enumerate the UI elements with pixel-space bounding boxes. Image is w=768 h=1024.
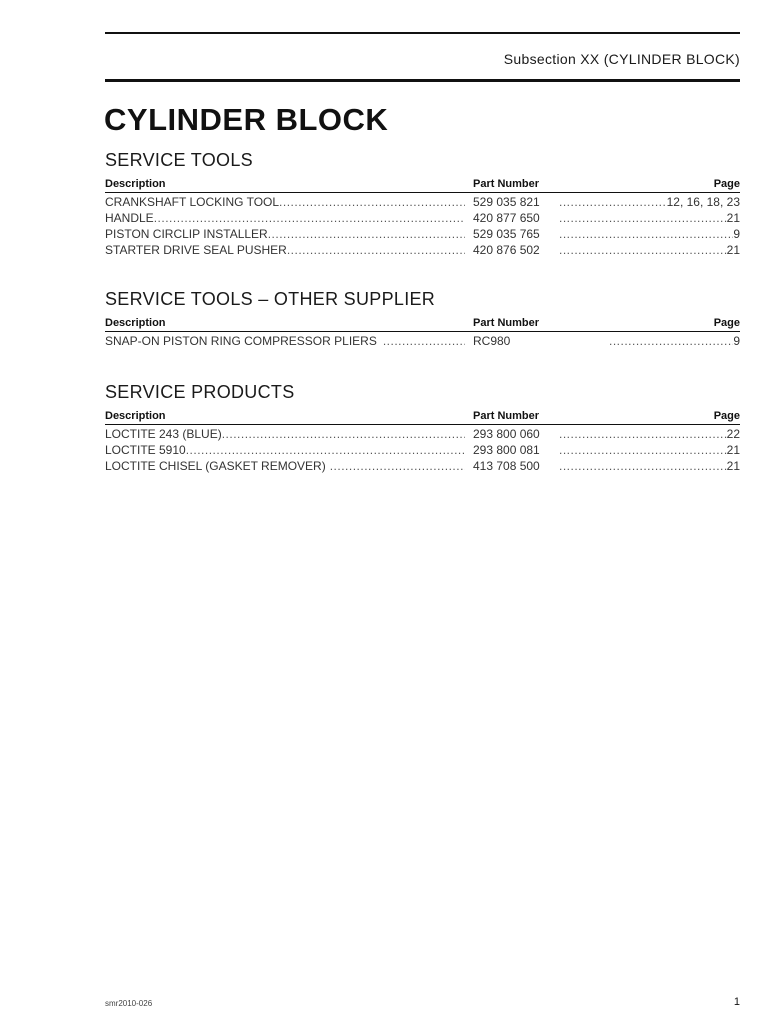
row-part-number: 420 876 502 xyxy=(473,243,540,257)
row-description: LOCTITE 5910 xyxy=(105,443,186,457)
table-row xyxy=(105,426,740,442)
table-header xyxy=(105,178,740,193)
column-header-part-number: Part Number xyxy=(473,178,540,190)
column-header-description: Description xyxy=(105,410,166,422)
dot-leader xyxy=(559,194,667,210)
row-part-number: 293 800 060 xyxy=(473,427,540,441)
row-part-number: 293 800 081 xyxy=(473,443,540,457)
table-header xyxy=(105,410,740,425)
dot-leader xyxy=(609,333,733,349)
row-page: 12, 16, 18, 23 xyxy=(666,195,740,209)
column-header-page: Page xyxy=(713,178,740,190)
table-body xyxy=(105,193,740,258)
row-page: 21 xyxy=(726,211,740,225)
row-part-number: 420 877 650 xyxy=(473,211,540,225)
dot-leader xyxy=(377,333,465,349)
table-row xyxy=(105,194,740,210)
column-header-description: Description xyxy=(105,178,166,190)
section-service-tools-other-supplier xyxy=(105,289,740,349)
table-row xyxy=(105,210,740,226)
dot-leader xyxy=(154,210,465,226)
table-body xyxy=(105,425,740,474)
row-part-number: 413 708 500 xyxy=(473,459,540,473)
section-heading: SERVICE TOOLS – OTHER SUPPLIER xyxy=(105,289,436,309)
dot-leader xyxy=(559,458,727,474)
footer-document-code: smr2010-026 xyxy=(105,999,153,1008)
row-description: CRANKSHAFT LOCKING TOOL xyxy=(105,195,280,209)
header-thick-rule xyxy=(105,79,740,82)
row-page: 9 xyxy=(733,334,740,348)
column-header-part-number: Part Number xyxy=(473,410,540,422)
section-heading: SERVICE PRODUCTS xyxy=(105,382,295,402)
table-row xyxy=(105,333,740,349)
table-row xyxy=(105,226,740,242)
row-part-number: RC980 xyxy=(473,334,511,348)
row-description: PISTON CIRCLIP INSTALLER xyxy=(105,227,268,241)
table-row xyxy=(105,442,740,458)
row-description: LOCTITE 243 (BLUE) xyxy=(105,427,222,441)
dot-leader xyxy=(268,226,465,242)
dot-leader xyxy=(559,210,727,226)
dot-leader xyxy=(559,442,727,458)
dot-leader xyxy=(559,242,727,258)
table-body xyxy=(105,332,740,349)
row-description: STARTER DRIVE SEAL PUSHER xyxy=(105,243,287,257)
header-rule xyxy=(105,32,740,34)
dot-leader xyxy=(326,458,465,474)
row-description: LOCTITE CHISEL (GASKET REMOVER) xyxy=(105,459,326,473)
column-header-description: Description xyxy=(105,317,166,329)
column-header-page: Page xyxy=(713,410,740,422)
dot-leader xyxy=(559,426,727,442)
dot-leader xyxy=(186,442,465,458)
dot-leader xyxy=(559,226,733,242)
row-page: 9 xyxy=(733,227,740,241)
page-title: CYLINDER BLOCK xyxy=(104,102,389,137)
section-heading: SERVICE TOOLS xyxy=(105,150,253,170)
table-row xyxy=(105,458,740,474)
row-description: SNAP-ON PISTON RING COMPRESSOR PLIERS xyxy=(105,334,377,348)
row-description: HANDLE xyxy=(105,211,154,225)
row-part-number: 529 035 765 xyxy=(473,227,540,241)
section-service-tools xyxy=(105,150,740,258)
dot-leader xyxy=(279,194,465,210)
subsection-label: Subsection XX (CYLINDER BLOCK) xyxy=(503,51,740,67)
dot-leader xyxy=(222,426,465,442)
table-header xyxy=(105,317,740,332)
column-header-page: Page xyxy=(713,317,740,329)
row-part-number: 529 035 821 xyxy=(473,195,540,209)
table-row xyxy=(105,242,740,258)
row-page: 22 xyxy=(726,427,740,441)
dot-leader xyxy=(287,242,465,258)
section-service-products xyxy=(105,382,740,474)
row-page: 21 xyxy=(726,243,740,257)
footer-page-number: 1 xyxy=(733,996,740,1008)
row-page: 21 xyxy=(726,459,740,473)
row-page: 21 xyxy=(726,443,740,457)
column-header-part-number: Part Number xyxy=(473,317,540,329)
